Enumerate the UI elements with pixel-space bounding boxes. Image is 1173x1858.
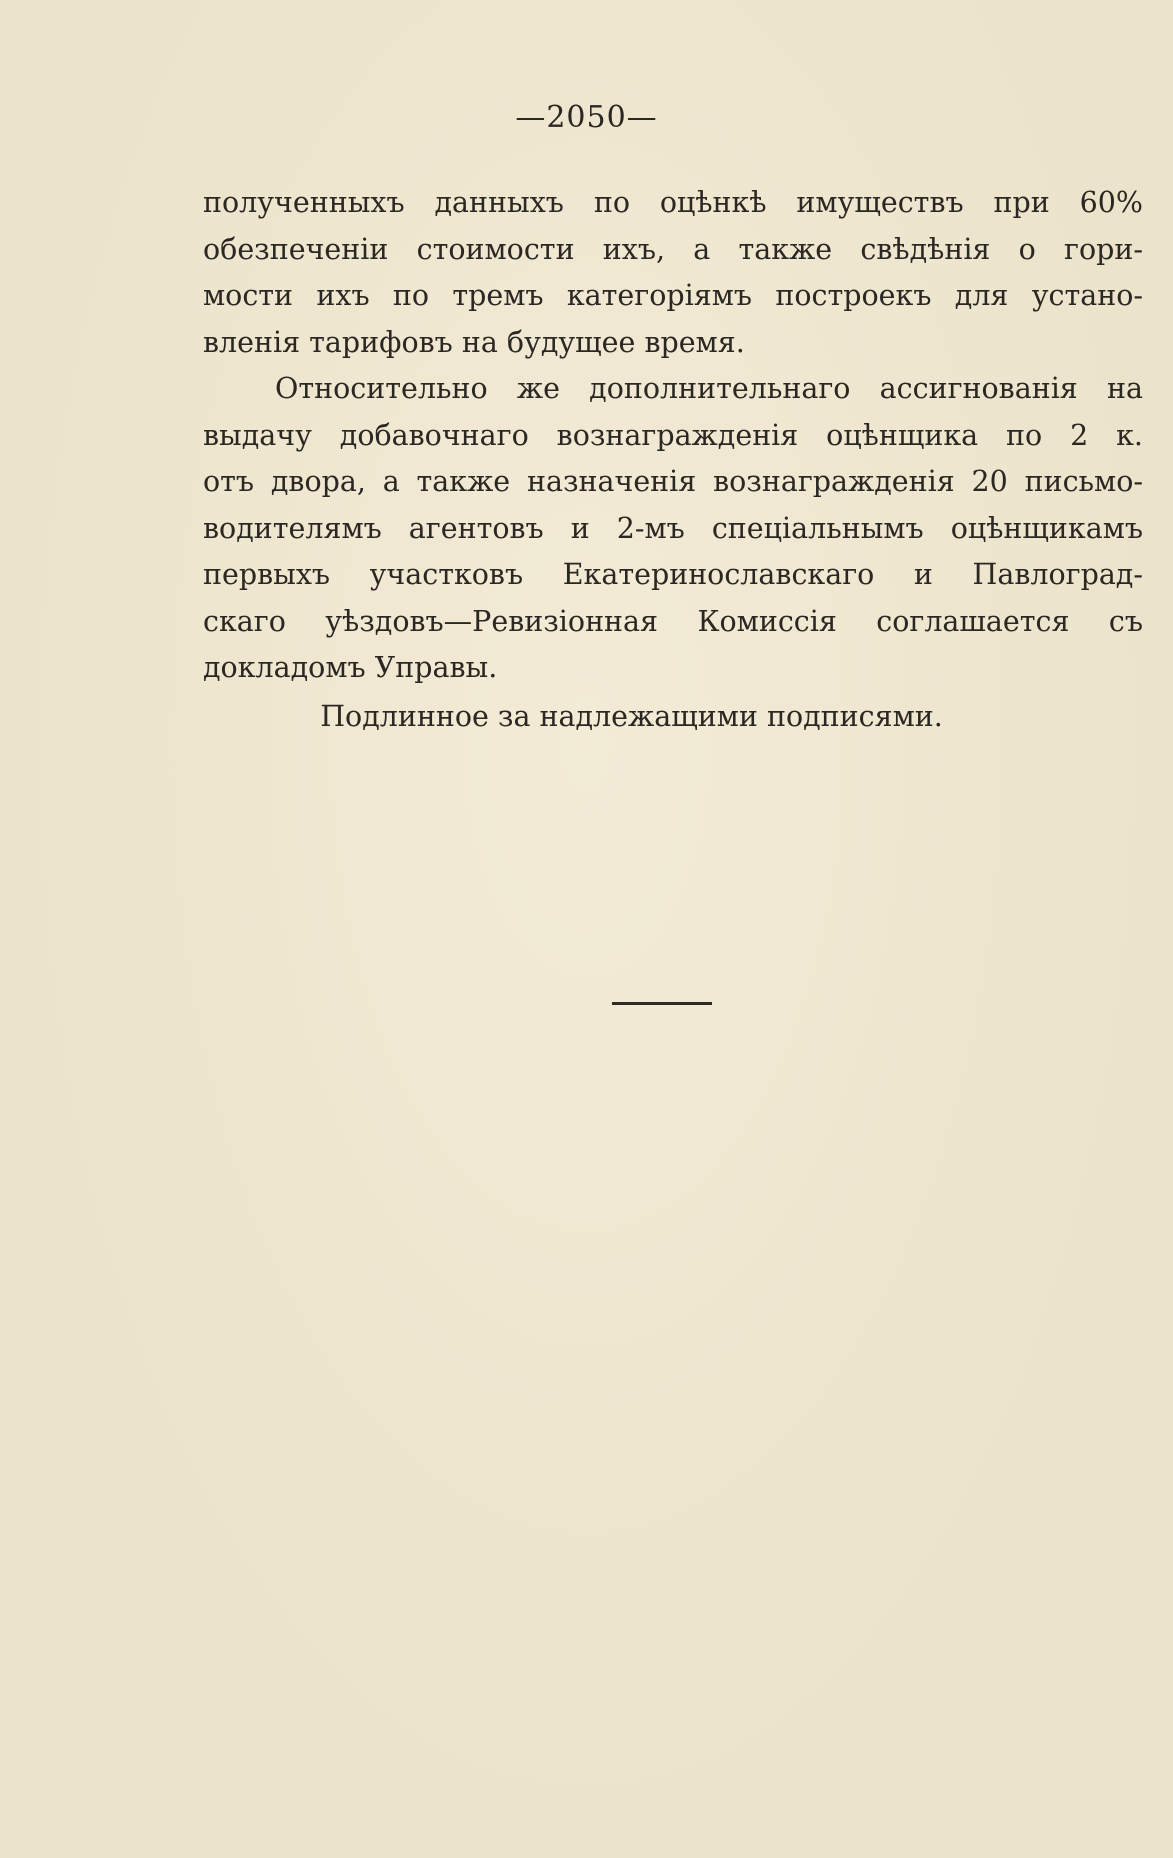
page-number: —2050—	[515, 100, 658, 135]
text-line: выдачу добавочнаго вознагражденія оцѣнщика по 2 к.	[203, 418, 1143, 452]
paragraph-1	[203, 180, 1143, 366]
text-line: Относительно же дополнительнаго ассигнованія на	[275, 372, 1143, 405]
text-line: водителямъ агентовъ и 2-мъ спеціальнымъ оцѣнщикамъ	[203, 511, 1143, 545]
section-divider	[612, 1002, 712, 1005]
text-line: отъ двора, а также назначенія вознагражденія 20 письмо-	[203, 465, 1143, 498]
text-line: полученныхъ данныхъ по оцѣнкѣ имуществъ при 60%	[203, 186, 1143, 219]
text-line: вленія тарифовъ на будущее время.	[203, 325, 745, 359]
body-text	[203, 180, 1143, 692]
paragraph-2	[203, 366, 1143, 692]
text-line: обезпеченіи стоимости ихъ, а также свѣдѣнія о гори-	[203, 232, 1143, 266]
text-line: первыхъ участковъ Екатеринославскаго и Павлоград-	[203, 558, 1143, 591]
signature-line: Подлинное за надлежащими подписями.	[320, 700, 943, 733]
text-line: мости ихъ по тремъ категоріямъ построекъ для устано-	[203, 279, 1143, 312]
text-line: скаго уѣздовъ—Ревизіонная Комиссія соглашается съ	[203, 604, 1143, 638]
text-line: докладомъ Управы.	[203, 651, 498, 684]
